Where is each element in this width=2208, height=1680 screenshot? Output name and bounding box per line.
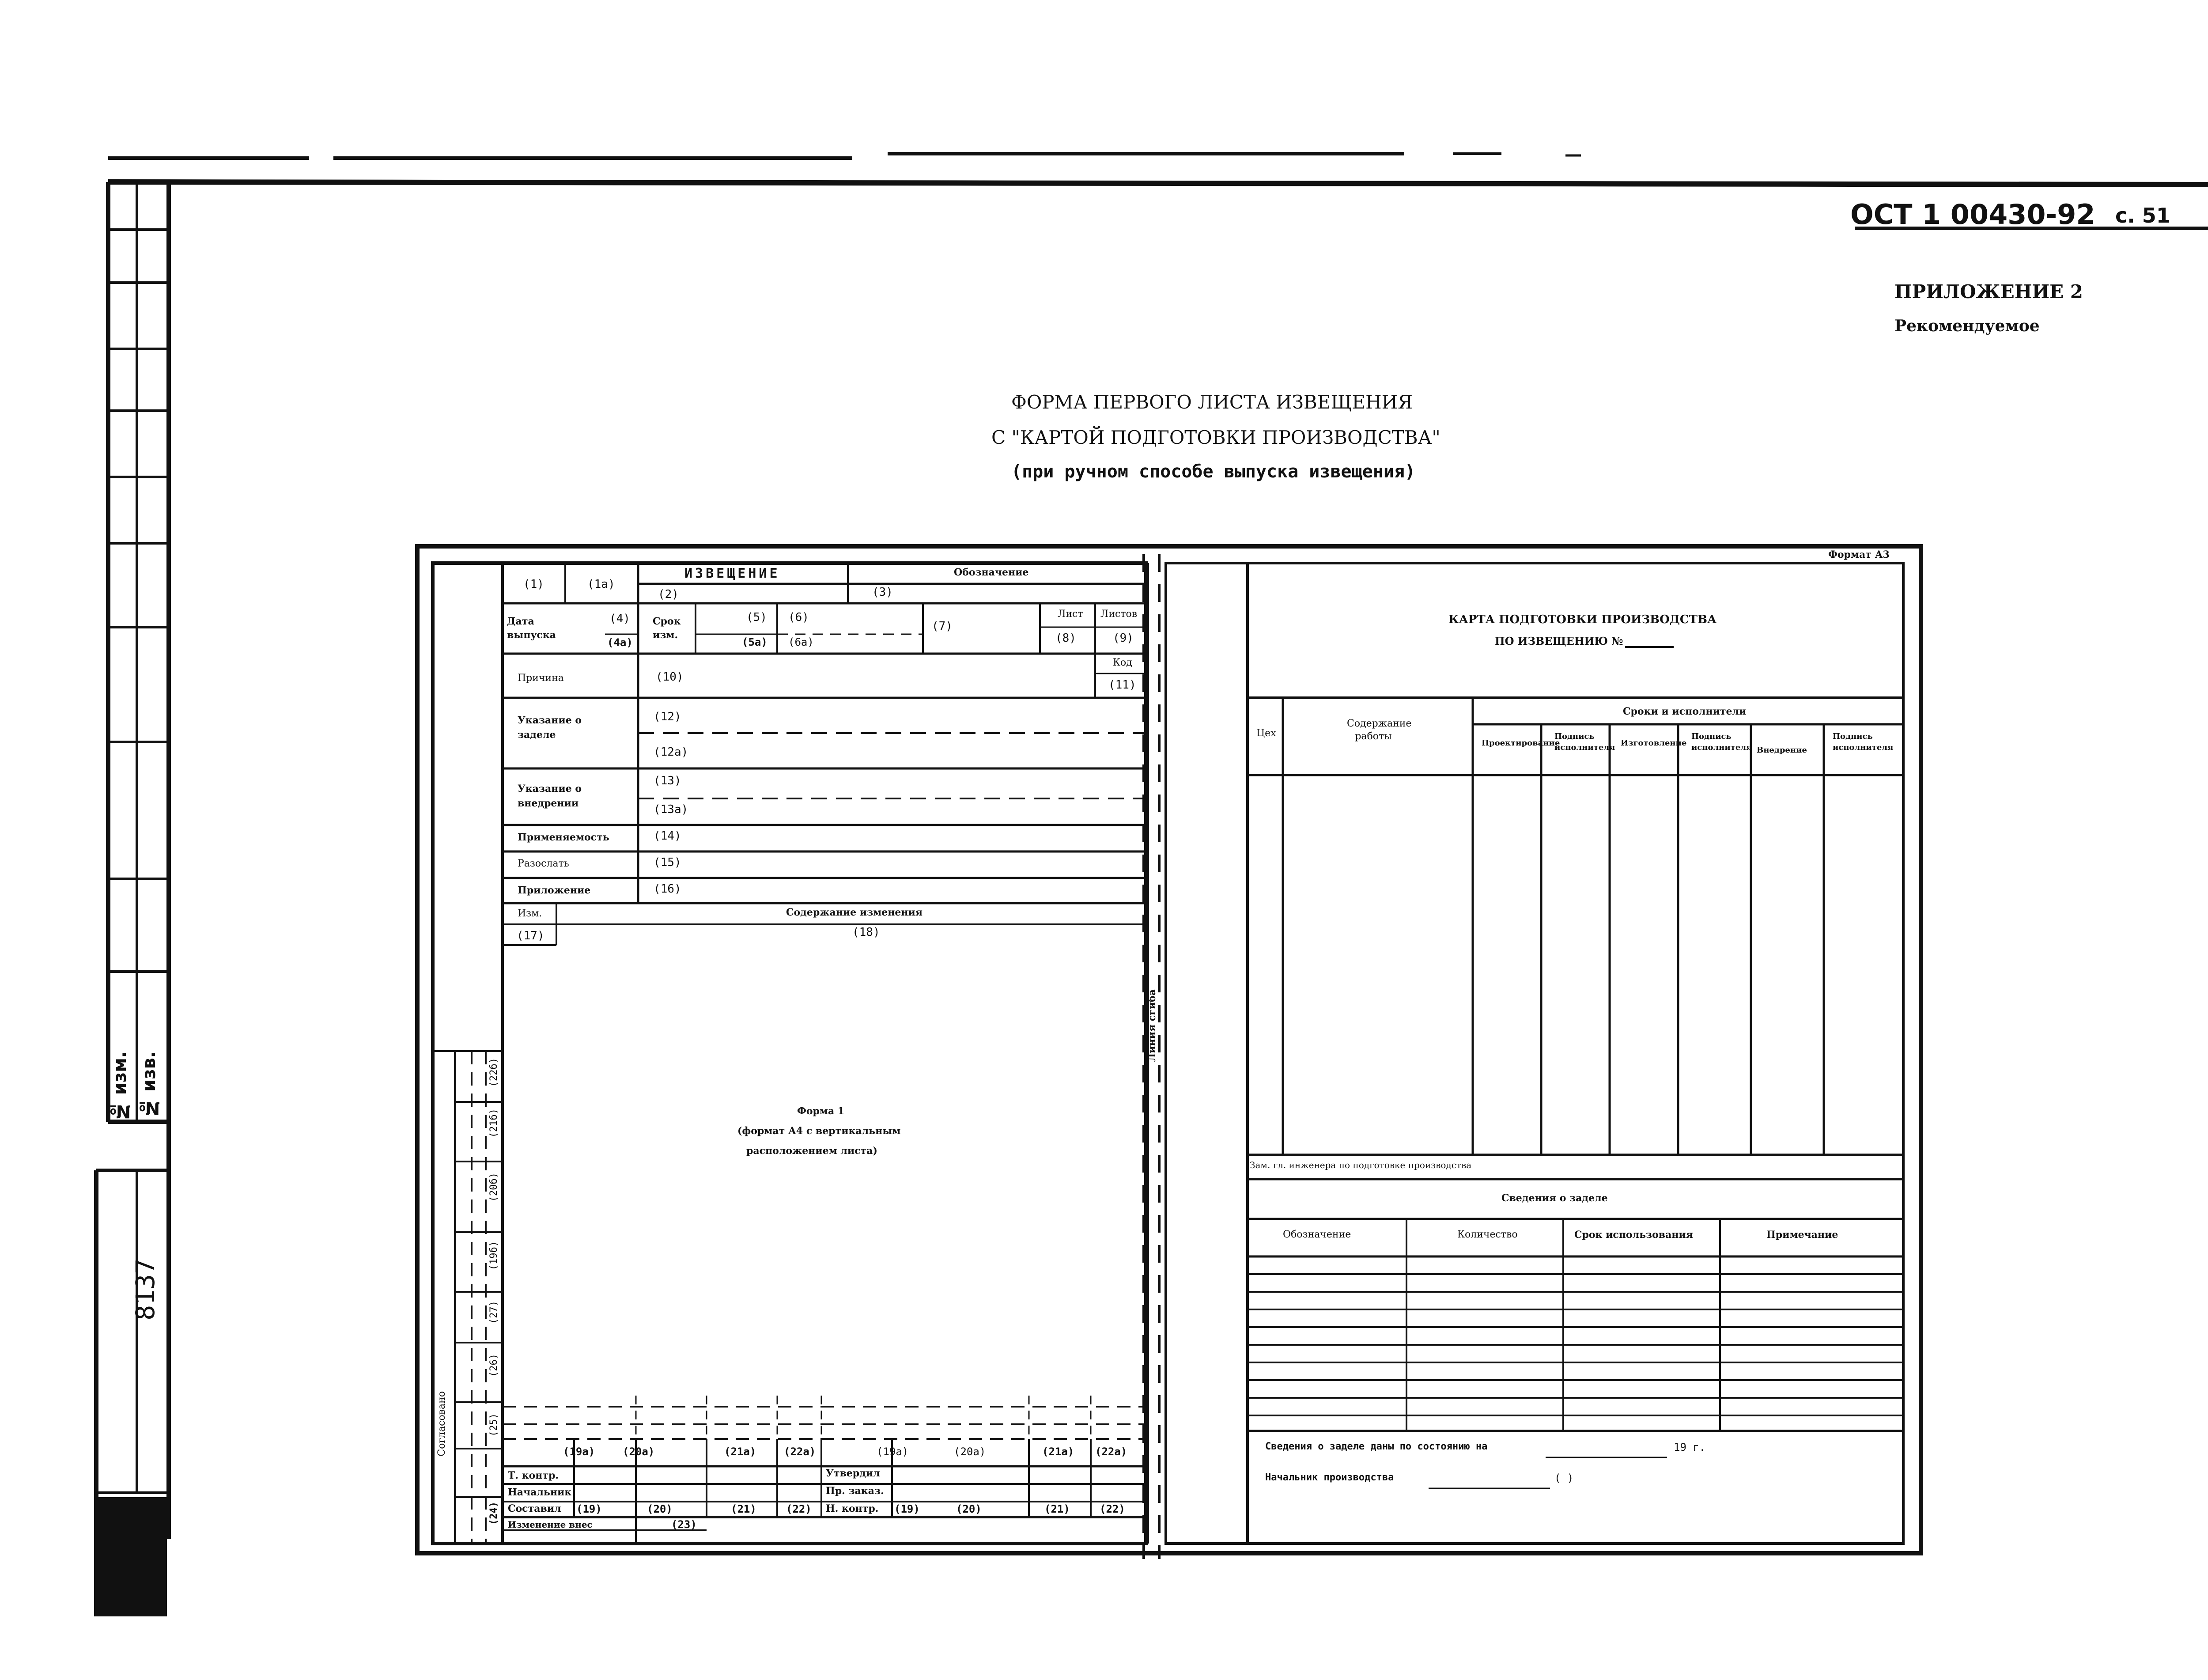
zadel-col-srok: Срок использования: [1574, 1229, 1693, 1241]
data-vypuska-label: Дата выпуска: [507, 616, 556, 641]
nachalnik-label: Начальник: [508, 1487, 572, 1498]
code-11: (11): [1108, 678, 1136, 692]
appendix-status: Рекомендуемое: [1894, 317, 2040, 335]
margin-n-izv: № изв.: [139, 1051, 159, 1118]
sub-col-izgotovlenie: Изготовление: [1621, 738, 1687, 748]
standard-number: ОСТ 1 00430-92: [1850, 198, 2095, 231]
n-kontr-label: Н. контр.: [826, 1503, 879, 1514]
srok-izm-label: Срок изм.: [653, 616, 681, 641]
bottom-code-21a: (21а): [724, 1445, 756, 1458]
prilozhenie-label: Приложение: [518, 885, 591, 896]
side-code-22b: (22б): [488, 1058, 499, 1087]
code-16: (16): [654, 882, 681, 896]
forma-subtitle-2: расположением листа): [746, 1145, 877, 1157]
code-14: (14): [654, 829, 681, 843]
row-code-19-2: (19): [894, 1503, 920, 1515]
code-6: (6): [788, 611, 809, 624]
forma-title: Форма 1: [797, 1105, 845, 1117]
code-15: (15): [654, 856, 681, 869]
side-code-27: (27): [488, 1301, 499, 1324]
col-soderzhanie: Содержание работы: [1347, 718, 1412, 742]
row-code-22: (22): [786, 1503, 812, 1515]
row-code-21-2: (21): [1044, 1503, 1070, 1515]
code-4a: (4а): [607, 636, 633, 649]
margin-n-izm: № изм.: [110, 1051, 130, 1122]
side-code-20b: (20б): [488, 1173, 499, 1202]
bottom-code-20a-2: (20а): [954, 1445, 986, 1458]
side-code-24: (24): [488, 1502, 499, 1525]
razoslat-label: Разослать: [518, 858, 569, 869]
bottom-code-20a: (20а): [623, 1445, 655, 1458]
row-code-22-2: (22): [1100, 1503, 1125, 1515]
code-18: (18): [852, 926, 880, 939]
side-code-21b: (21б): [488, 1109, 499, 1138]
bottom-code-22a-2: (22а): [1095, 1445, 1127, 1458]
code-5: (5): [746, 611, 767, 624]
bottom-code-19a: (19а): [563, 1445, 595, 1458]
zadel-col-primechanie: Примечание: [1766, 1229, 1838, 1241]
code-3: (3): [872, 586, 893, 599]
karta-title: КАРТА ПОДГОТОВКИ ПРОИЗВОДСТВА: [1448, 613, 1717, 626]
row-code-19: (19): [576, 1503, 602, 1515]
row-code-20-2: (20): [956, 1503, 982, 1515]
code-1a: (1а): [587, 578, 615, 591]
title-line-3: (при ручном способе выпуска извещения): [1011, 462, 1416, 482]
code-6a: (6а): [788, 636, 814, 648]
ukazanie-vnedr-label: Указание о внедрении: [518, 783, 582, 809]
bottom-code-21a-2: (21а): [1042, 1445, 1074, 1458]
prichina-label: Причина: [518, 673, 564, 684]
code-4: (4): [609, 612, 630, 625]
pr-zakaz-label: Пр. заказ.: [826, 1485, 884, 1497]
code-17: (17): [517, 929, 544, 942]
code-12: (12): [654, 710, 681, 723]
sub-col-podpis-1: Подпись исполнителя: [1554, 732, 1615, 753]
code-7: (7): [932, 620, 953, 633]
format-label: Формат А3: [1828, 549, 1890, 560]
code-13a: (13а): [654, 803, 688, 816]
bottom-code-19a-2: (19а): [877, 1445, 909, 1458]
sostavil-label: Составил: [508, 1503, 561, 1514]
code-5a: (5а): [742, 636, 768, 648]
sub-col-podpis-3: Подпись исполнителя: [1833, 732, 1894, 753]
ukazanie-zadel-label: Указание о заделе: [518, 715, 582, 741]
code-8: (8): [1055, 632, 1076, 645]
code-23: (23): [671, 1518, 697, 1531]
row-code-21: (21): [731, 1503, 756, 1515]
side-code-19b: (19б): [488, 1241, 499, 1271]
code-10: (10): [656, 670, 684, 684]
sub-col-podpis-2: Подпись исполнителя: [1691, 732, 1752, 753]
listov-label: Листов: [1100, 609, 1138, 620]
t-kontr-label: Т. контр.: [508, 1470, 559, 1481]
sub-col-vnedrenie: Внедрение: [1757, 745, 1807, 755]
svedeniya-dany-label: Сведения о заделе даны по состоянию на: [1265, 1441, 1488, 1452]
kod-label: Код: [1113, 657, 1132, 668]
utverdil-label: Утвердил: [826, 1468, 880, 1479]
code-1: (1): [523, 578, 544, 591]
year-label: 19 г.: [1674, 1441, 1706, 1453]
zadel-col-kolichestvo: Количество: [1457, 1229, 1518, 1240]
code-12a: (12а): [654, 745, 688, 759]
group-sroki: Сроки и исполнители: [1623, 706, 1747, 717]
karta-subtitle: ПО ИЗВЕЩЕНИЮ №: [1495, 635, 1623, 647]
fold-line-label: Линия сгиба: [1146, 989, 1158, 1062]
soglasovano-label: Согласовано: [436, 1391, 447, 1457]
soderzhanie-label: Содержание изменения: [786, 907, 923, 918]
sub-col-proektirovanie: Проектирование: [1482, 738, 1560, 748]
nachalnik-proizvodstva-label: Начальник производства: [1265, 1472, 1394, 1483]
side-code-26: (26): [488, 1354, 499, 1377]
bottom-code-22a: (22а): [784, 1445, 816, 1458]
oboznachenie-label: Обозначение: [954, 567, 1029, 578]
page-number: с. 51: [2115, 204, 2170, 227]
zam-label: Зам. гл. инженера по подготовке производства: [1250, 1160, 1472, 1170]
appendix-label: ПРИЛОЖЕНИЕ 2: [1894, 281, 2083, 303]
title-line-1: ФОРМА ПЕРВОГО ЛИСТА ИЗВЕЩЕНИЯ: [1011, 391, 1413, 413]
list-label: Лист: [1058, 609, 1083, 620]
izm-label: Изм.: [518, 908, 542, 919]
margin-number: 8137: [130, 1259, 160, 1321]
code-2: (2): [658, 588, 679, 601]
zadel-col-oboznachenie: Обозначение: [1283, 1229, 1351, 1240]
svedeniya-label: Сведения о заделе: [1501, 1192, 1608, 1204]
izmenenie-vneseno-label: Изменение внес: [508, 1519, 593, 1530]
code-9: (9): [1113, 632, 1134, 645]
primenyaemost-label: Применяемость: [518, 832, 609, 843]
title-line-2: С "КАРТОЙ ПОДГОТОВКИ ПРОИЗВОДСТВА": [991, 427, 1440, 448]
izveshchenie-label: ИЗВЕЩЕНИЕ: [684, 566, 780, 581]
signature-paren: ( ): [1554, 1472, 1574, 1484]
forma-subtitle-1: (формат А4 с вертикальным: [737, 1125, 901, 1137]
row-code-20: (20): [647, 1503, 673, 1515]
code-13: (13): [654, 774, 681, 787]
side-code-25: (25): [488, 1413, 499, 1437]
col-tseh: Цех: [1256, 728, 1276, 739]
